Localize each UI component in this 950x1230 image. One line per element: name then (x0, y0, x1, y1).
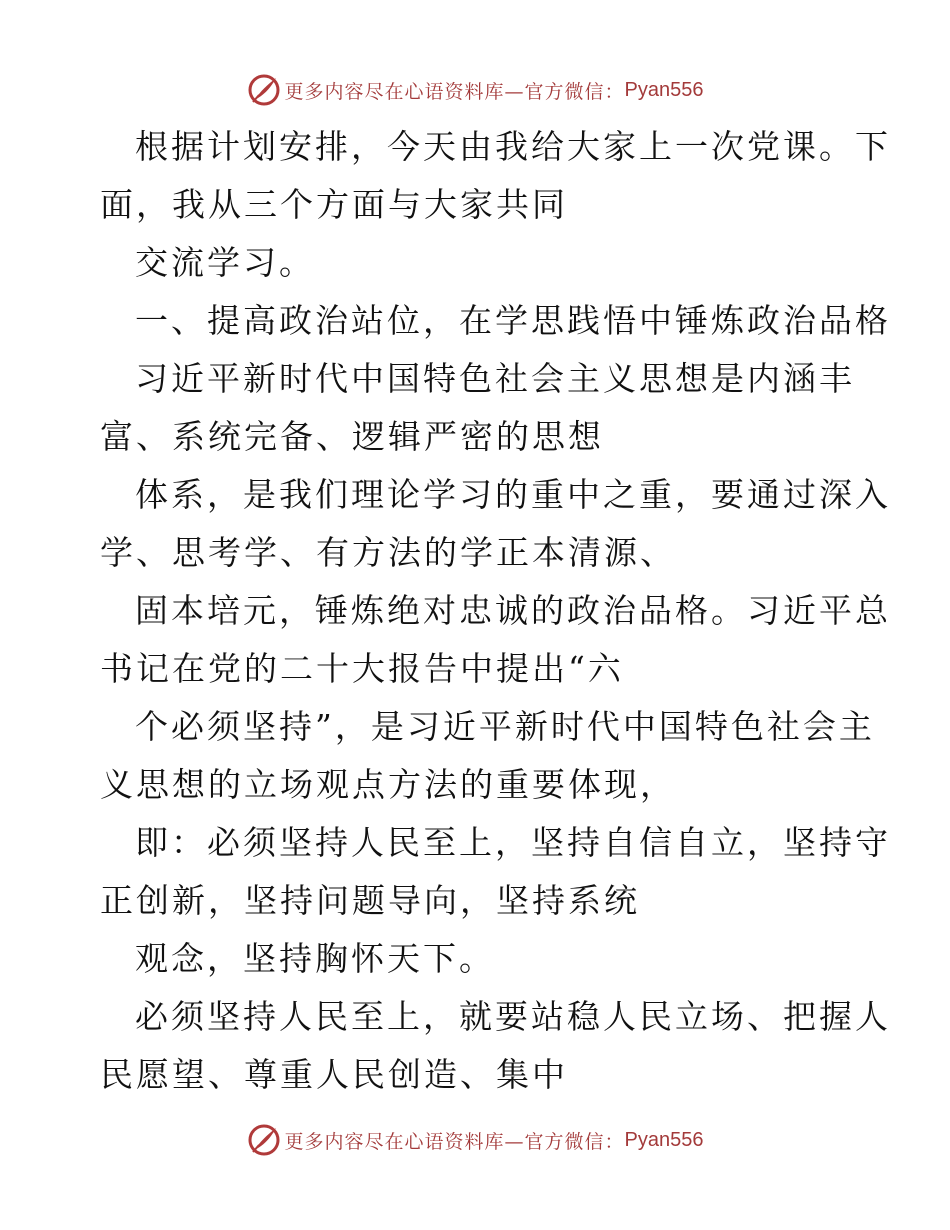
quill-circle-logo-icon (247, 73, 281, 107)
text-line: 体系，是我们理论学习的重中之重，要通过深入 (135, 475, 891, 514)
text-line: 学、思考学、有方法的学正本清源、 (100, 533, 676, 572)
wechat-id: Pyan556 (624, 78, 704, 101)
text-line: 即：必须坚持人民至上，坚持自信自立，坚持守 (135, 823, 891, 862)
text-line: 书记在党的二十大报告中提出“六 (100, 649, 624, 688)
footer-watermark (0, 1120, 950, 1160)
text-line: 义思想的立场观点方法的重要体现， (100, 765, 676, 804)
text-line: 固本培元，锤炼绝对忠诚的政治品格。习近平总 (135, 591, 891, 630)
wechat-id: Pyan556 (624, 1128, 704, 1151)
text-line: 必须坚持人民至上，就要站稳人民立场、把握人 (135, 997, 891, 1036)
text-line: 富、系统完备、逻辑严密的思想 (100, 417, 604, 456)
quill-circle-logo-icon (247, 1123, 281, 1157)
header-watermark (0, 70, 950, 110)
text-line: 面，我从三个方面与大家共同 (100, 185, 568, 224)
text-line: 一、提高政治站位，在学思践悟中锤炼政治品格 (135, 301, 891, 340)
watermark-text: 更多内容尽在心语资料库—官方微信： (284, 1130, 625, 1153)
text-line: 个必须坚持”，是习近平新时代中国特色社会主 (135, 707, 875, 746)
text-line: 习近平新时代中国特色社会主义思想是内涵丰 (135, 359, 855, 398)
text-line: 正创新，坚持问题导向，坚持系统 (100, 881, 640, 920)
text-line: 民愿望、尊重人民创造、集中 (100, 1055, 568, 1094)
text-line: 观念，坚持胸怀天下。 (135, 939, 495, 978)
document-body (100, 118, 891, 1104)
watermark-text: 更多内容尽在心语资料库—官方微信： (284, 80, 625, 103)
text-line: 根据计划安排，今天由我给大家上一次党课。下 (135, 127, 891, 166)
text-line: 交流学习。 (135, 243, 315, 282)
